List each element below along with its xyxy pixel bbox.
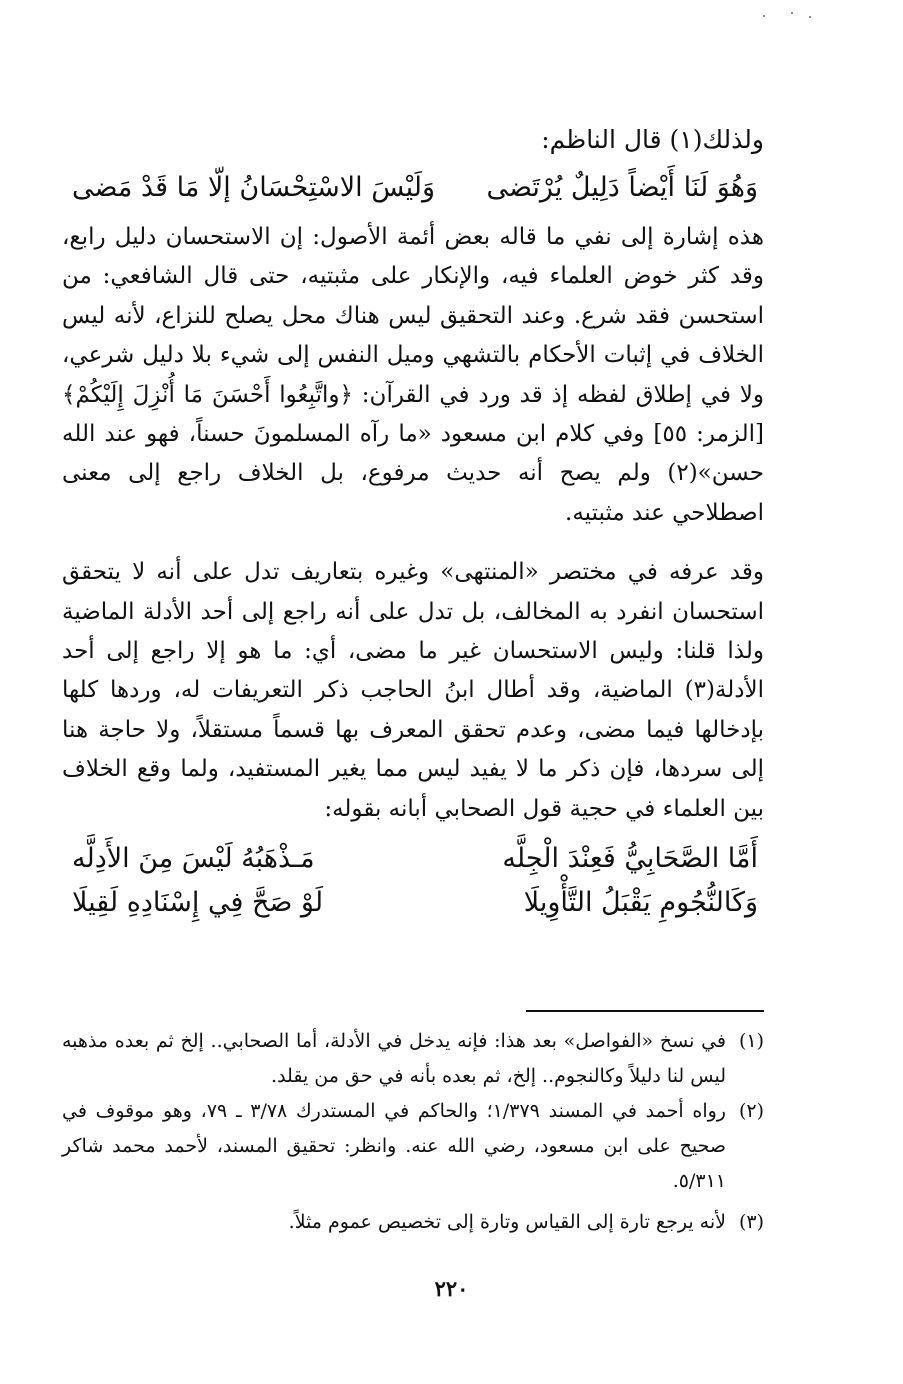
footnote-separator	[526, 1010, 764, 1012]
verse-hemistich-left: لَوْ صَحَّ فِي إِسْنَادِهِ لَقِيلَا	[72, 887, 324, 919]
footnote-number: (٢)	[738, 1100, 764, 1122]
verse-hemistich-left: مَـذْهَبُهُ لَيْسَ مِنَ الأَدِلَّه	[72, 843, 315, 875]
paragraph-2: وقد عرفه في مختصر «المنتهى» وغيره بتعاريف تدل على أنه لا يتحقق استحسان انفرد به المخالف، بل تدل على أنه راجع إلى أحد الأدلة الماضية ولذا قلنا: وليس الاستحسان غير ما مضى، أي: ما هو إلا راجع إلى أحد الأدلة(٣) الماضية، وقد أطال ابنُ الحاجب ذكر التعريفات له، وردها كلها بإدخالها فيما مضى، وعدم تحقق المعرف بها قسماً مستقلاً، ولا حاجة هنا إلى سردها، فإن ذكر ما لا يفيد ليس مما يغير المستفيد، ولما وقع الخلاف بين العلماء في حجية قول الصحابي أبانه بقوله:	[62, 559, 764, 822]
footnote-1	[62, 1024, 764, 1094]
verse-hemistich-left: وَلَيْسَ الاسْتِحْسَانُ إلّا مَا قَدْ مَضى	[72, 172, 436, 203]
footnote-3	[62, 1205, 764, 1240]
footnote-text: رواه أحمد في المسند ١/٣٧٩؛ والحاكم في المستدرك ٣/٧٨ ـ ٧٩، وهو موقوف في صحيح على ابن مسعود، رضي الله عنه. وانظر: تحقيق المسند، لأحمد محمد شاكر ٥/٣١١.	[62, 1100, 726, 1192]
page-body	[62, 120, 764, 933]
verse-line-3	[62, 881, 764, 925]
footnote-text: لأنه يرجع تارة إلى القياس وتارة إلى تخصيص عموم مثلاً.	[288, 1211, 726, 1233]
verse-hemistich-right: وَهُوَ لَنَا أَيْضاً دَلِيلٌ يُرْتَضى	[486, 172, 758, 203]
verse-block-1	[62, 166, 764, 210]
verse-hemistich-right: وَكَالنُّجُومِ يَقْبَلُ التَّأْوِيلَا	[523, 887, 758, 919]
verse-block-2	[62, 837, 764, 925]
verse-line-1	[62, 166, 764, 210]
footnote-number: (٣)	[738, 1211, 764, 1233]
intro-line: ولذلك(١) قال الناظم:	[541, 125, 764, 154]
scan-specks	[758, 8, 818, 22]
page-number: ٢٢٠	[434, 1276, 469, 1301]
footnote-number: (١)	[738, 1030, 764, 1052]
verse-line-2	[62, 837, 764, 881]
paragraph-1: هذه إشارة إلى نفي ما قاله بعض أئمة الأصول: إن الاستحسان دليل رابع، وقد كثر خوض العلماء فيه، والإنكار على مثبتيه، حتى قال الشافعي: من استحسن فقد شرع. وعند التحقيق ليس هناك محل يصلح للنزاع، لأنه ليس الخلاف في إثبات الأحكام بالتشهي وميل النفس إلى شيء بلا دليل شرعي، ولا في إطلاق لفظه إذ قد ورد في القرآن: ﴿واتَّبِعُوا أَحْسَنَ مَا أُنْزِلَ إِلَيْكُمْ﴾ [الزمر: ٥٥] وفي كلام ابن مسعود «ما رآه المسلمونَ حسناً، فهو عند الله حسن»(٢) ولم يصح أنه حديث مرفوع، بل الخلاف راجع إلى معنى اصطلاحي عند مثبتيه.	[62, 224, 765, 526]
verse-hemistich-right: أَمَّا الصَّحَابِيُّ فَعِنْدَ الْجِلَّه	[502, 843, 758, 875]
footnote-2	[62, 1094, 764, 1199]
footnote-text: في نسخ «الفواصل» بعد هذا: فإنه يدخل في الأدلة، أما الصحابي.. إلخ ثم بعده مذهبه ليس لنا دليلاً وكالنجوم.. إلخ، ثم بعده بأنه في حق من يقلد.	[62, 1030, 726, 1087]
footnotes	[62, 1024, 764, 1240]
